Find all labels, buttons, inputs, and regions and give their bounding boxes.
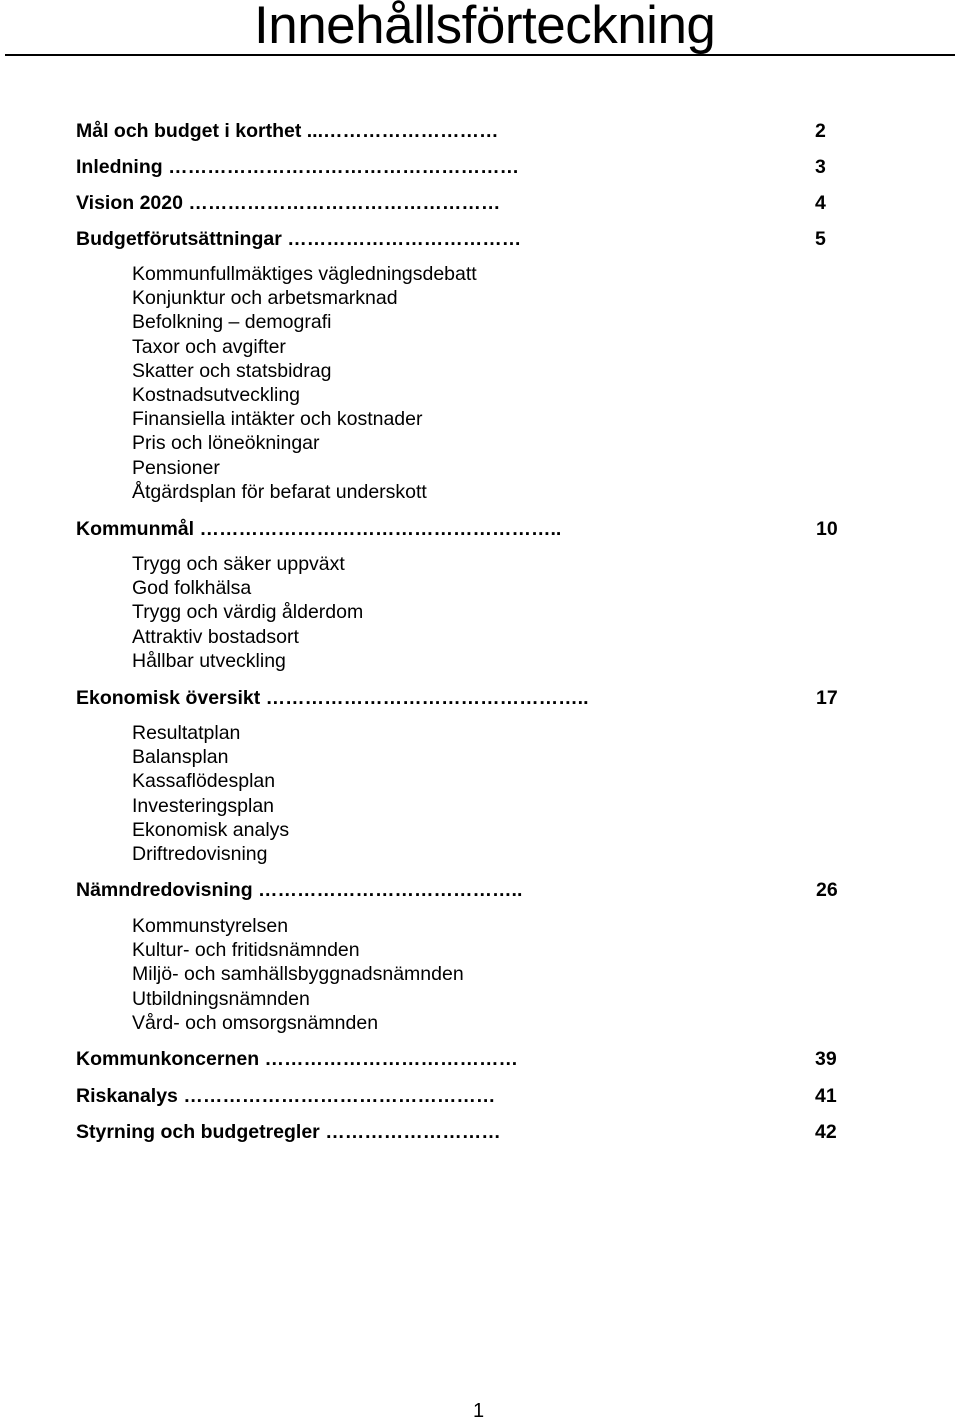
toc-subitem[interactable]: Skatter och statsbidrag [132,359,332,382]
toc-entry-leader: ……………………… [325,1121,501,1143]
toc-entry-budgetforutsattningar[interactable] [76,226,521,252]
toc-subitem[interactable]: Pensioner [132,456,220,479]
toc-entry-kommunkoncernen[interactable] [76,1046,518,1072]
toc-sublist-ekonomisk-oversikt [132,721,289,866]
toc-entry-label: Riskanalys [76,1085,184,1107]
toc-entry-page-number[interactable]: 3 [815,156,826,178]
toc-subitem[interactable]: Befolkning – demografi [132,311,332,334]
toc-entry-kommunmal[interactable] [76,516,561,542]
toc-entry-leader: ………………………………………….. [265,687,589,709]
toc-entry-namndredovisning[interactable] [76,877,522,903]
toc-entry-leader: ……………………… [323,120,499,142]
toc-entry-page-number[interactable]: 10 [816,518,838,540]
toc-entry-leader: ……………………………………………….. [199,518,562,540]
toc-subitem[interactable]: God folkhälsa [132,577,252,600]
toc-entry-ekonomisk-oversikt[interactable] [76,685,589,711]
toc-subitem[interactable]: Kommunfullmäktiges vägledningsdebatt [132,263,477,285]
toc-entry-mal-och-budget[interactable] [76,118,499,144]
toc-subitem[interactable]: Kultur- och fritidsnämnden [132,939,360,962]
toc-sublist-budgetforutsattningar [132,262,477,504]
toc-subitem[interactable]: Vård- och omsorgsnämnden [132,1011,379,1034]
toc-entry-label: Kommunkoncernen [76,1048,265,1070]
toc-subitem[interactable]: Finansiella intäkter och kostnader [132,408,423,431]
toc-entry-leader: ………………………………… [264,1048,519,1070]
toc-subitem[interactable]: Kommunstyrelsen [132,915,289,937]
toc-entry-leader: ………………………………….. [258,879,523,901]
toc-entry-page-number[interactable]: 26 [816,879,838,901]
toc-subitem[interactable]: Hållbar utveckling [132,649,286,672]
toc-subitem[interactable]: Balansplan [132,746,229,769]
toc-subitem[interactable]: Trygg och säker uppväxt [132,553,345,575]
toc-subitem[interactable]: Investeringsplan [132,794,275,817]
page-number: 1 [473,1400,485,1421]
toc-subitem[interactable]: Konjunktur och arbetsmarknad [132,287,398,310]
toc-entry-page-number[interactable]: 42 [815,1121,837,1143]
toc-subitem[interactable]: Attraktiv bostadsort [132,625,299,648]
toc-subitem[interactable]: Driftredovisning [132,842,268,865]
toc-entry-riskanalys[interactable] [76,1083,495,1109]
toc-sublist-namndredovisning [132,914,464,1035]
toc-subitem[interactable]: Miljö- och samhällsbyggnadsnämnden [132,963,464,986]
toc-subitem[interactable]: Ekonomisk analys [132,818,290,841]
toc-entry-label: Ekonomisk översikt [76,687,266,709]
toc-entry-leader: ………………………………………… [183,1085,496,1107]
toc-subitem[interactable]: Pris och löneökningar [132,432,320,455]
toc-entry-label: Mål och budget i korthet ... [76,120,324,142]
toc-entry-label: Inledning [76,156,169,178]
toc-sublist-kommunmal [132,552,363,673]
toc-entry-page-number[interactable]: 39 [815,1048,837,1070]
toc-subitem[interactable]: Kostnadsutveckling [132,383,301,406]
toc-entry-leader: ……………………………… [287,228,522,250]
toc-entry-label: Budgetförutsättningar [76,228,288,250]
toc-entry-label: Kommunmål [76,518,200,540]
title-divider [5,54,955,56]
toc-entry-page-number[interactable]: 4 [815,192,826,214]
toc-subitem[interactable]: Resultatplan [132,722,241,744]
toc-subitem[interactable]: Taxor och avgifter [132,335,286,358]
toc-entry-label: Vision 2020 [76,192,189,214]
toc-subitem[interactable]: Kassaflödesplan [132,770,276,793]
toc-entry-page-number[interactable]: 5 [815,228,826,250]
toc-entry-page-number[interactable]: 2 [815,120,826,142]
toc-entry-label: Styrning och budgetregler [76,1121,326,1143]
toc-entry-page-number[interactable]: 17 [816,687,838,709]
toc-entry-page-number[interactable]: 41 [815,1085,837,1107]
toc-entry-label: Nämndredovisning [76,879,259,901]
toc-entry-inledning[interactable] [76,154,519,180]
page-title: Innehållsförteckning [254,0,716,55]
toc-subitem[interactable]: Åtgärdsplan för befarat underskott [132,480,427,503]
toc-subitem[interactable]: Trygg och värdig ålderdom [132,601,364,624]
toc-entry-leader: ………………………………………… [188,192,501,214]
toc-subitem[interactable]: Utbildningsnämnden [132,987,310,1010]
toc-entry-leader: ……………………………………………… [168,156,520,178]
toc-entry-styrning[interactable] [76,1119,501,1145]
toc-entry-vision[interactable] [76,190,500,216]
